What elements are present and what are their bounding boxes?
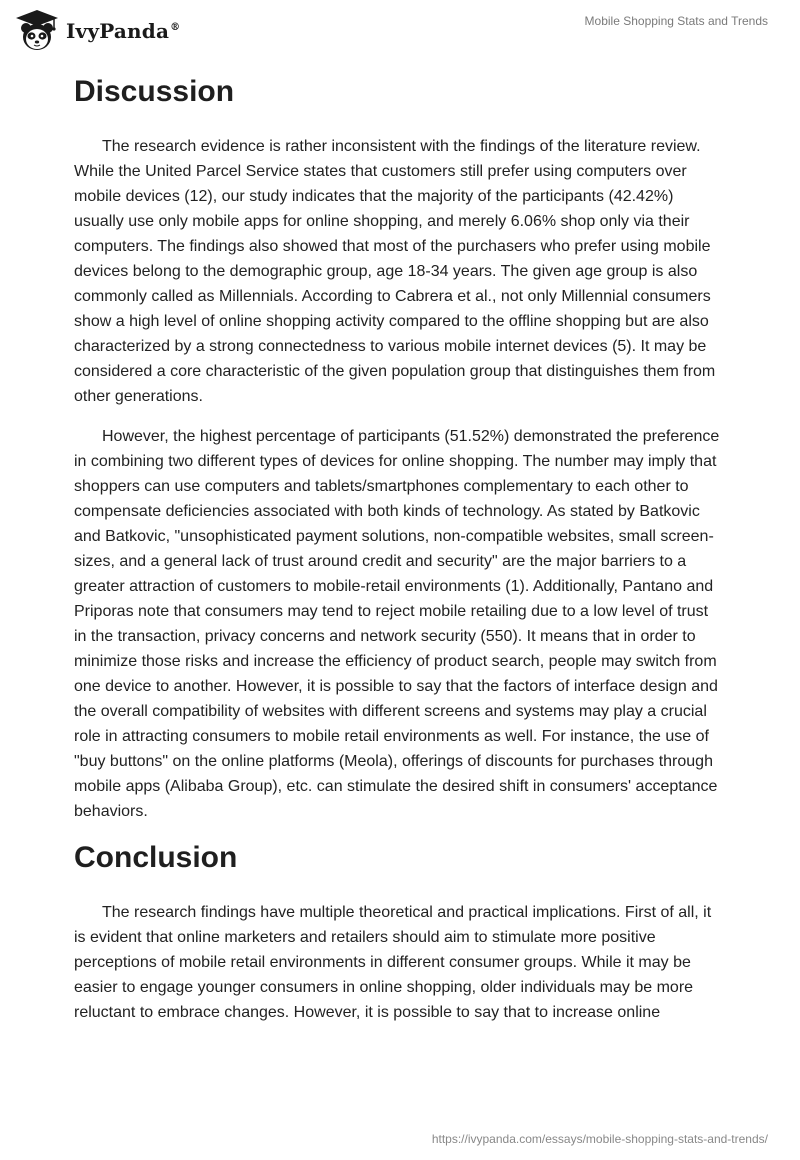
running-title: Mobile Shopping Stats and Trends [584,14,768,28]
section-heading-discussion: Discussion [74,75,235,108]
essay-content [74,66,724,1040]
paragraph: However, the highest percentage of participants (51.52%) demonstrated the preference in combining two different types of devices for online shopping. The number may imply that shoppers can use computers and tablets/smartphones complementary to each other to compensate deficiencies associated with both kinds of technology. As stated by Batkovic and Batkovic, "unsophisticated payment solutions, non-compatible websites, small screen-sizes, and a general lack of trust around credit and security" are the major barriers to a greater attraction of customers to mobile-retail environments (1). Additionally, Pantano and Priporas note that consumers may tend to reject mobile retailing due to a low level of trust in the transaction, privacy concerns and network security (550). It means that in order to minimize those risks and increase the efficiency of product search, people may switch from one device to another. However, it is possible to say that the factors of interface design and the overall compatibility of websites with different screens and systems may play a crucial role in attracting consumers to mobile retail environments as well. For instance, the use of "buy buttons" on the online platforms (Meola), offerings of discounts for purchases through mobile apps (Alibaba Group), etc. can stimulate the desired shift in consumers' acceptance behaviors. [74,428,720,820]
paragraph: The research evidence is rather inconsistent with the findings of the literature review. While the United Parcel Service states that customers still prefer using computers over mobile devices (12), our study indicates that the majority of the participants (42.42%) usually use only mobile apps for online shopping, and merely 6.06% shop only via their computers. The findings also showed that most of the purchasers who prefer using mobile devices belong to the demographic group, age 18-34 years. The given age group is also commonly called as Millennials. According to Cabrera et al., not only Millennial consumers show a high level of online shopping activity compared to the offline shopping but are also characterized by a strong connectedness to various mobile internet devices (5). It may be considered a core characteristic of the given population group that distinguishes them from other generations. [74,138,716,405]
panda-graduation-cap-icon [14,8,60,54]
trademark-symbol: ® [170,22,181,34]
page-header [0,0,800,62]
section-heading-conclusion: Conclusion [74,841,238,874]
brand-name: IvyPanda® [66,19,181,43]
brand-logo[interactable] [14,8,180,54]
paragraph: The research findings have multiple theoretical and practical implications. First of all, it is evident that online marketers and retailers should aim to stimulate more positive perceptions of mobile retail environments in different consumer groups. While it may be easier to engage younger consumers in online shopping, older individuals may be more reluctant to embrace changes. However, it is possible to say that to increase online [74,904,712,1021]
source-url-link[interactable]: https://ivypanda.com/essays/mobile-shopping-stats-and-trends/ [431,1132,768,1146]
